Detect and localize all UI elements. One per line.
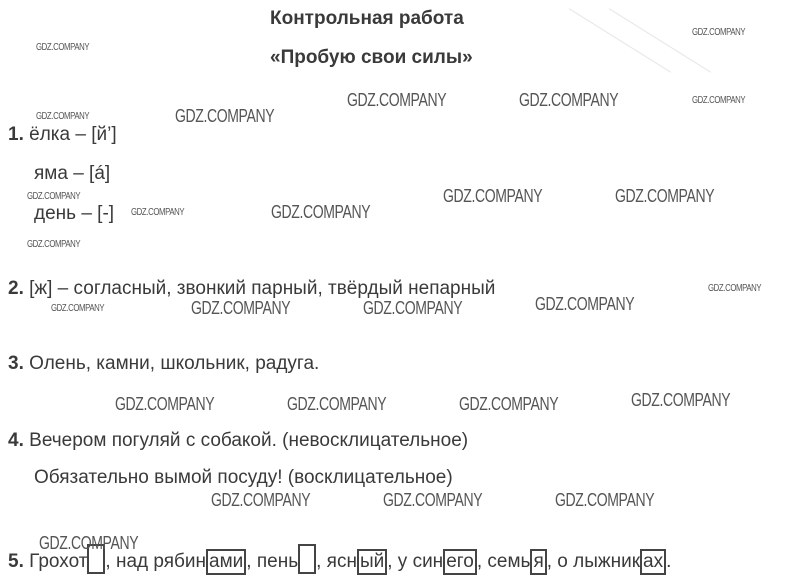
task-1-line-1 — [8, 124, 117, 146]
watermark: GDZ.COMPANY — [555, 490, 655, 510]
watermark: GDZ.COMPANY — [615, 186, 715, 206]
task-4-line-1 — [8, 430, 468, 452]
task-5-number: 5. — [8, 551, 24, 572]
task-3-number: 3. — [8, 353, 24, 374]
task-5-text-4: , ясн — [316, 551, 357, 572]
task-5-text-6: , семь — [476, 551, 531, 572]
watermark: GDZ.COMPANY — [347, 90, 447, 110]
watermark: GDZ.COMPANY — [39, 533, 139, 553]
watermark: GDZ.COMPANY — [708, 283, 762, 294]
watermark: GDZ.COMPANY — [692, 27, 746, 38]
watermark: GDZ.COMPANY — [383, 490, 483, 510]
watermark: GDZ.COMPANY — [271, 202, 371, 222]
watermark: GDZ.COMPANY — [27, 191, 81, 202]
page-subtitle: «Пробую свои силы» — [270, 47, 473, 68]
watermark: GDZ.COMPANY — [191, 298, 291, 318]
watermark: GDZ.COMPANY — [535, 294, 635, 314]
task-2-line — [8, 278, 495, 300]
watermark: GDZ.COMPANY — [519, 90, 619, 110]
task-4-line-2: Обязательно вымой посуду! (восклицательное) — [34, 467, 453, 488]
task-4-number: 4. — [8, 430, 24, 451]
task-4-text-1: Вечером погуляй с собакой. (невосклицательное) — [29, 430, 469, 451]
watermark: GDZ.COMPANY — [211, 490, 311, 510]
task-3-text: Олень, камни, школьник, радуга. — [29, 353, 320, 374]
watermark: GDZ.COMPANY — [631, 390, 731, 410]
task-5-text-5: , у син — [387, 551, 444, 572]
watermark: GDZ.COMPANY — [363, 298, 463, 318]
task-2-text: [ж] – согласный, звонкий парный, твёрдый непарный — [29, 278, 496, 299]
task-1-number: 1. — [8, 124, 24, 145]
watermark: GDZ.COMPANY — [692, 95, 746, 106]
task-5-word-1: Грохот — [29, 551, 88, 572]
ending-box-yj: ый — [357, 549, 387, 575]
watermark: GDZ.COMPANY — [175, 106, 275, 126]
task-1-text-1: ёлка – [й’] — [29, 124, 117, 145]
ending-box-empty-2 — [298, 544, 316, 574]
watermark: GDZ.COMPANY — [36, 111, 90, 122]
watermark: GDZ.COMPANY — [115, 394, 215, 414]
task-5-text-2: , над рябин — [105, 551, 207, 572]
task-3-line — [8, 353, 319, 375]
watermark: GDZ.COMPANY — [131, 207, 185, 218]
task-1-line-3: день – [-] — [34, 203, 115, 224]
task-2-number: 2. — [8, 278, 24, 299]
watermark: GDZ.COMPANY — [36, 42, 90, 53]
task-1-line-2: яма – [á] — [34, 163, 111, 184]
watermark: GDZ.COMPANY — [459, 394, 559, 414]
watermark: GDZ.COMPANY — [51, 303, 105, 314]
task-5-end: . — [666, 551, 672, 572]
ending-box-ami: ами — [206, 549, 246, 575]
watermark: GDZ.COMPANY — [27, 239, 81, 250]
watermark: GDZ.COMPANY — [443, 186, 543, 206]
page-title: Контрольная работа — [270, 8, 464, 29]
ending-box-ah: ах — [640, 549, 666, 575]
watermark: GDZ.COMPANY — [287, 394, 387, 414]
task-5-text-7: , о лыжник — [546, 551, 641, 572]
task-5-text-3: , пень — [246, 551, 299, 572]
ending-box-ego: его — [443, 549, 477, 575]
ending-box-ya: я — [530, 549, 546, 575]
